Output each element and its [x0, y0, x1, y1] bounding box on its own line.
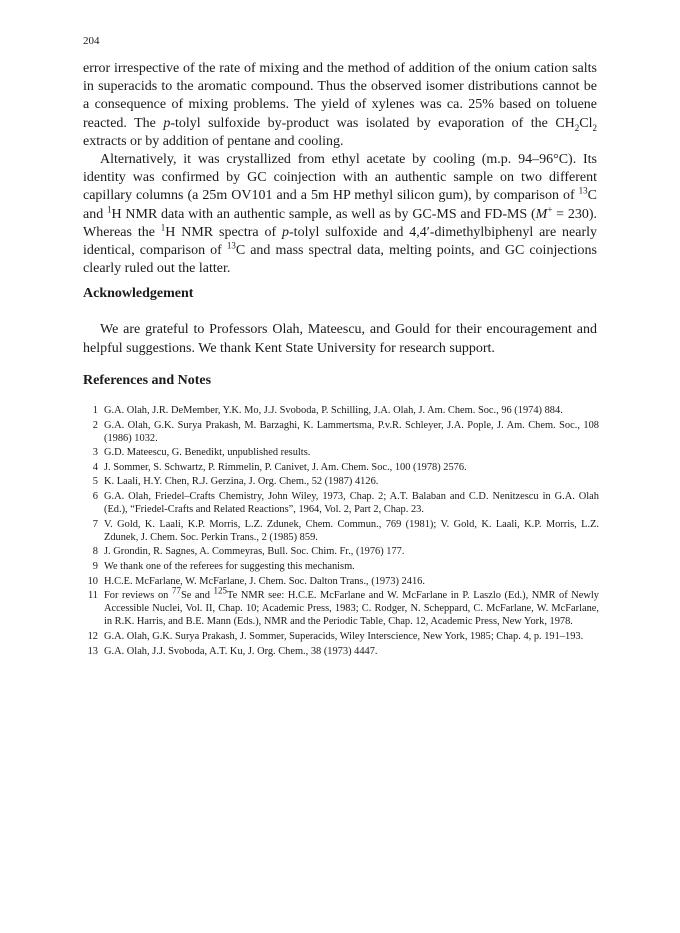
reference-item: 3 G.D. Mateescu, G. Benedikt, unpublished results.: [92, 447, 311, 459]
paragraph-continuation: error irrespective of the rate of mixing and the method of addition of the onium cation salts in superacids to the aromatic compound. Thus the observed isomer distributions cannot be a consequence of mixing problems. The yield of xylenes was ca. 25% based on toluene reacted. The p-tolyl sulfoxide by-product was isolated by evaporation of the $CH_2Cl_2$ extracts or by addition of pentane and cooling.: [83, 61, 597, 149]
reference-item: 7 V. Gold, K. Laali, K.P. Morris, L.Z. Zdunek, Chem. Commun., 769 (1981); V. Gold, K. Laali, K.P. Morris, L.Z. Zdunek, J. Chem. Soc. Perkin Trans., 2 (1985) 859.: [92, 518, 599, 543]
body-text: [83, 60, 597, 278]
reference-item: 4 J. Sommer, S. Schwartz, P. Rimmelin, P. Canivet, J. Am. Chem. Soc., 100 (1978) 2576.: [92, 461, 467, 473]
reference-item: 12 G.A. Olah, G.K. Surya Prakash, J. Sommer, Superacids, Wiley Interscience, New York, 1985; Chap. 4, p. 191–193.: [87, 631, 584, 642]
reference-item: 10 H.C.E. McFarlane, W. McFarlane, J. Chem. Soc. Dalton Trans., (1973) 2416.: [87, 575, 425, 587]
reference-item: 9 We thank one of the referees for suggesting this mechanism.: [92, 561, 355, 573]
reference-item: 6 G.A. Olah, Friedel–Crafts Chemistry, John Wiley, 1973, Chap. 2; A.T. Balaban and C.D. Nenitzescu in G.A. Olah (Ed.), “Friedel-Crafts and Related Reactions”, 1964, Vol. 2, Part 2, Chap. 23.: [92, 491, 599, 516]
reference-list: [83, 404, 599, 659]
acknowledgement-text: We are grateful to Professors Olah, Mateescu, and Gould for their encouragement and helpful suggestions. We thank Kent State University for research support.: [83, 322, 597, 356]
references-heading: References and Notes: [83, 373, 212, 388]
page-number: 204: [83, 35, 100, 47]
reference-item: 5 K. Laali, H.Y. Chen, R.J. Gerzina, J. Org. Chem., 52 (1987) 4126.: [92, 476, 379, 488]
reference-item: 2 G.A. Olah, G.K. Surya Prakash, M. Barzaghi, K. Lammertsma, P.v.R. Schleyer, J.A. Pople, J. Am. Chem. Soc., 108 (1986) 1032.: [92, 419, 599, 444]
reference-item: 1 G.A. Olah, J.R. DeMember, Y.K. Mo, J.J. Svoboda, P. Schilling, J.A. Olah, J. Am. Chem. Soc., 96 (1974) 884.: [92, 405, 563, 416]
paragraph-identification: Alternatively, it was crystallized from ethyl acetate by cooling (m.p. 94–96°C). Its identity was confirmed by GC coinjection with an authentic sample on two different capillary columns (a 25m OV101 and a 5m HP methyl silicon gum), by comparison of $^{13}$C and $^1$H NMR data with an authentic sample, as well as by GC-MS and FD-MS (M+ = 230). Whereas the $^1$H NMR spectra of p-tolyl sulfoxide and 4,4′-dimethylbiphenyl are nearly identical, comparison of $^{13}$C and mass spectral data, melting points, and GC coinjections clearly ruled out the latter.: [83, 152, 598, 277]
acknowledgement-heading: Acknowledgement: [83, 286, 194, 301]
reference-item: 13 G.A. Olah, J.J. Svoboda, A.T. Ku, J. Org. Chem., 38 (1973) 4447.: [87, 645, 378, 657]
reference-item: 11 For reviews on $^{77}$Se and $^{125}$Te NMR see: H.C.E. McFarlane and W. McFarlane in P. Laszlo (Ed.), NMR of Newly Accessible Nuclei, Vol. II, Chap. 10; Academic Press, 1983; C. Rodger, N. Scheppard, C. McFarlane, W. McFarlane, in R.K. Harris, and B.E. Mann (Eds.), NMR and the Periodic Table, Chap. 12, Academic Press, New York, 1978.: [87, 585, 599, 628]
reference-item: 8 J. Grondin, R. Sagnes, A. Commeyras, Bull. Soc. Chim. Fr., (1976) 177.: [92, 546, 405, 558]
